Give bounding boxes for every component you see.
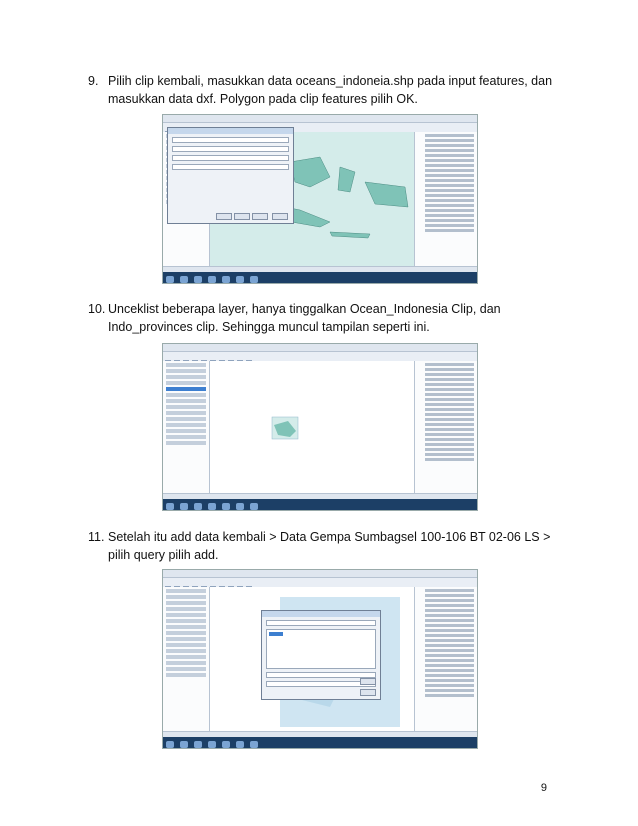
ok-button[interactable] <box>216 213 232 220</box>
cancel-button[interactable] <box>360 689 376 696</box>
menu-bar <box>163 115 477 123</box>
look-in-field[interactable] <box>266 620 376 626</box>
page-number: 9 <box>540 782 547 794</box>
step-number: 9. <box>88 74 99 88</box>
screenshot-clipped-layers <box>162 343 478 511</box>
environments-button[interactable] <box>252 213 268 220</box>
cancel-button[interactable] <box>234 213 250 220</box>
output-feature-class-field[interactable] <box>172 155 289 161</box>
show-help-button[interactable] <box>272 213 288 220</box>
screenshot-clip-dialog <box>162 114 478 284</box>
step-line: Indo_provinces clip. Sehingga muncul tampilan seperti ini. <box>108 320 430 334</box>
dialog-title-bar <box>262 611 380 617</box>
windows-taskbar <box>163 737 477 748</box>
arctoolbox-tree <box>414 132 477 272</box>
xy-tolerance-field[interactable] <box>172 164 289 170</box>
clipped-map <box>210 361 414 499</box>
input-features-field[interactable] <box>172 137 289 143</box>
map-view <box>210 361 414 499</box>
step-line: Pilih clip kembali, masukkan data oceans_indoneia.shp pada input features, dan <box>108 74 553 88</box>
step-9 <box>88 72 566 108</box>
step-line: Unceklist beberapa layer, hanya tinggalkan Ocean_Indonesia Clip, dan <box>108 302 501 316</box>
arctoolbox-tree <box>414 587 477 737</box>
table-of-contents <box>163 587 210 737</box>
table-of-contents <box>163 361 210 499</box>
step-line: masukkan data dxf. Polygon pada clip features pilih OK. <box>108 92 418 106</box>
menu-bar <box>163 570 477 578</box>
step-11 <box>88 528 566 564</box>
dialog-title-bar <box>168 128 293 134</box>
step-line: pilih query pilih add. <box>108 548 219 562</box>
step-10 <box>88 300 566 336</box>
clip-features-field[interactable] <box>172 146 289 152</box>
file-list[interactable] <box>266 629 376 669</box>
add-button[interactable] <box>360 678 376 685</box>
add-data-dialog <box>261 610 381 700</box>
arctoolbox-tree <box>414 361 477 499</box>
screenshot-add-data <box>162 569 478 749</box>
clip-dialog <box>167 127 294 224</box>
selected-file[interactable] <box>269 632 283 636</box>
windows-taskbar <box>163 272 477 283</box>
step-number: 10. <box>88 302 106 316</box>
windows-taskbar <box>163 499 477 510</box>
step-line: Setelah itu add data kembali > Data Gempa Sumbagsel 100-106 BT 02-06 LS > <box>108 530 551 544</box>
step-number: 11. <box>88 530 105 544</box>
menu-bar <box>163 344 477 352</box>
